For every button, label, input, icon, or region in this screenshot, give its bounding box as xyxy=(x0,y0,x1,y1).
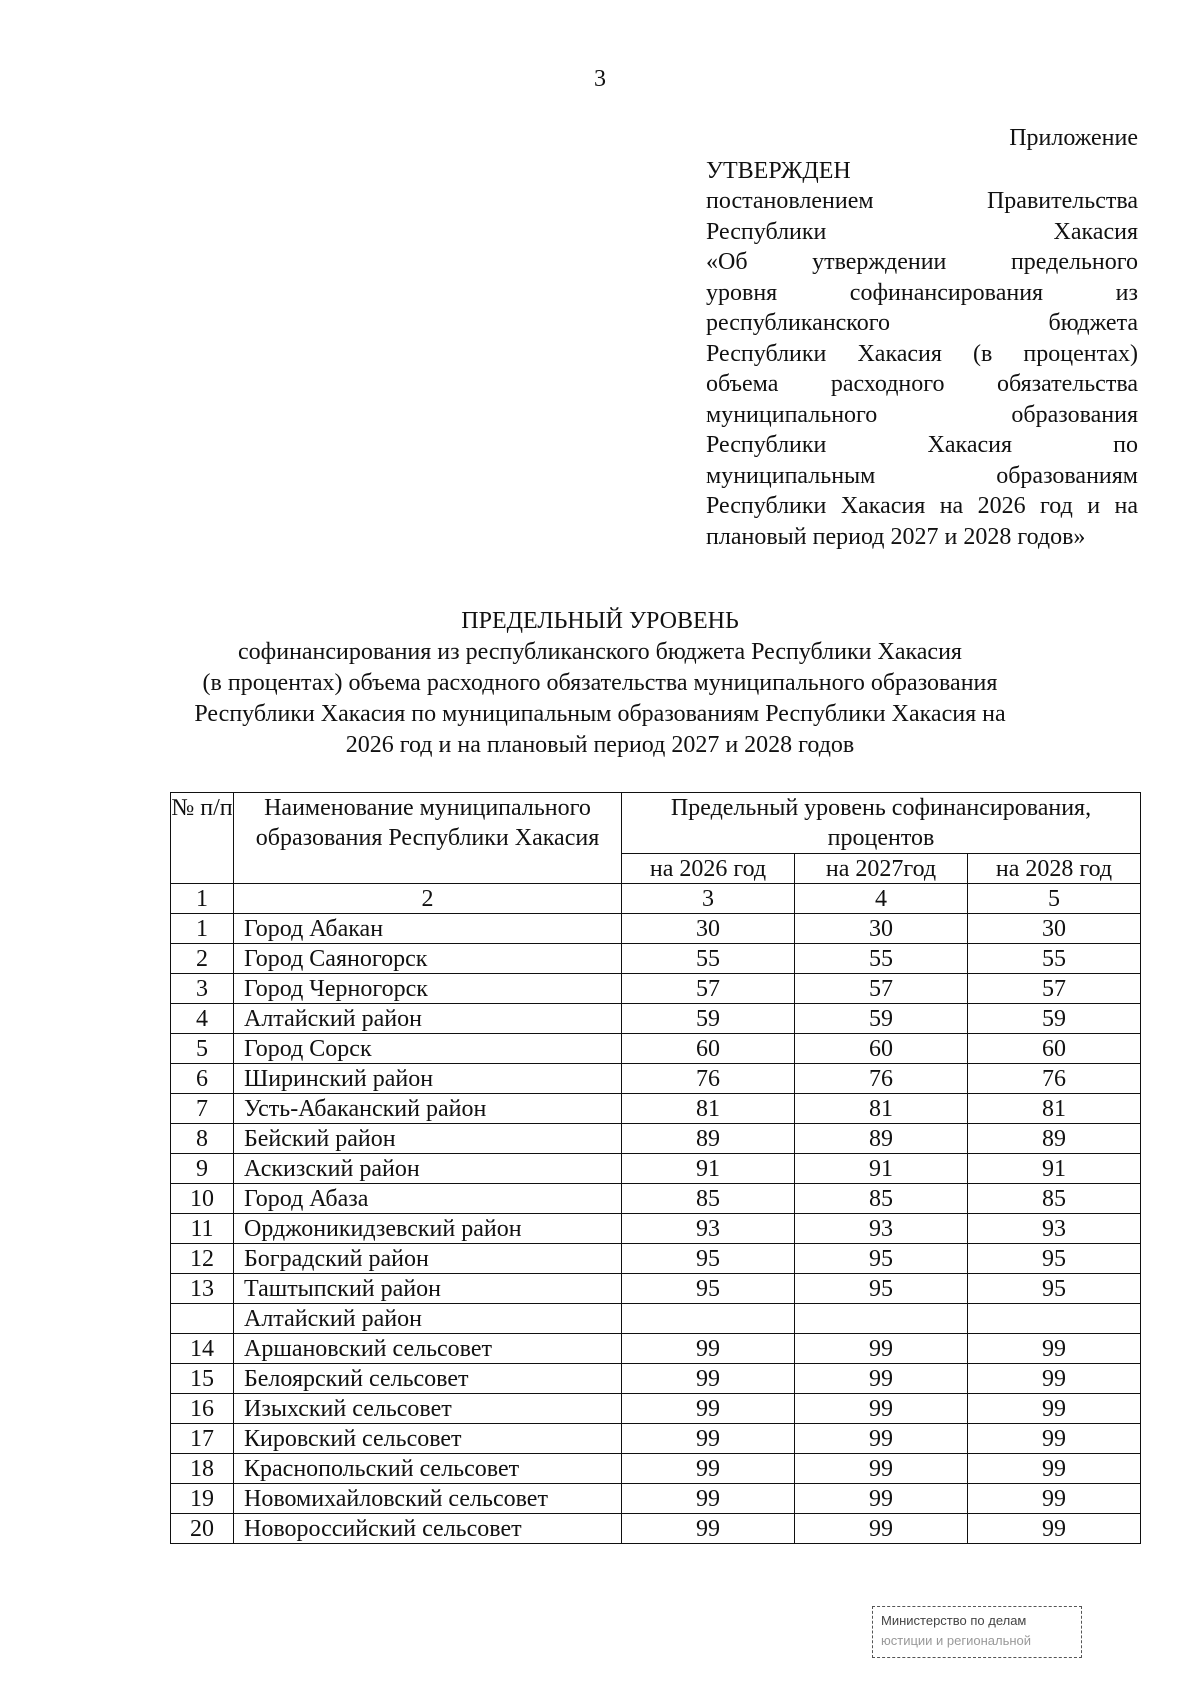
table-row xyxy=(171,944,1141,974)
value-2028: 99 xyxy=(968,1484,1141,1514)
row-number: 10 xyxy=(171,1184,234,1214)
row-number: 2 xyxy=(171,944,234,974)
heading-line: (в процентах) объема расходного обязательства муниципального образования xyxy=(202,670,998,696)
approval-line: муниципальным образованиям xyxy=(706,462,1138,489)
table-row xyxy=(171,1004,1141,1034)
value-2026: 93 xyxy=(622,1214,795,1244)
value-2027: 95 xyxy=(795,1244,968,1274)
value-2026: 55 xyxy=(622,944,795,974)
municipality-name: Алтайский район xyxy=(234,1304,622,1334)
approval-line: муниципального образования xyxy=(706,401,1138,428)
approved-label: УТВЕРЖДЕН xyxy=(706,157,851,184)
value-2027: 99 xyxy=(795,1334,968,1364)
cofinancing-table xyxy=(170,792,1141,1544)
value-2026: 99 xyxy=(622,1514,795,1544)
table-row xyxy=(171,1304,1141,1334)
column-number: 4 xyxy=(795,884,968,914)
row-number: 14 xyxy=(171,1334,234,1364)
appendix-label: Приложение xyxy=(1009,125,1138,151)
value-2026: 99 xyxy=(622,1424,795,1454)
table-body xyxy=(171,914,1141,1544)
approval-line: Республики Хакасия по xyxy=(706,432,1138,458)
value-2027: 99 xyxy=(795,1394,968,1424)
table-row xyxy=(171,1454,1141,1484)
value-2027 xyxy=(795,1304,968,1334)
approval-text xyxy=(706,186,1138,552)
municipality-name: Усть-Абаканский район xyxy=(234,1094,622,1124)
table-row xyxy=(171,1094,1141,1124)
header-name: Наименование муниципального образования Республики Хакасия xyxy=(234,793,622,884)
value-2028: 30 xyxy=(968,914,1141,944)
approval-line: Республики Хакасия на 2026 год и на xyxy=(706,493,1138,519)
municipality-name: Краснопольский сельсовет xyxy=(234,1454,622,1484)
value-2028: 93 xyxy=(968,1214,1141,1244)
table-row xyxy=(171,974,1141,1004)
municipality-name: Изыхский сельсовет xyxy=(234,1394,622,1424)
approval-line: республиканского бюджета xyxy=(706,310,1138,336)
approval-line: постановлением Правительства xyxy=(706,188,1138,214)
value-2026: 95 xyxy=(622,1244,795,1274)
approval-line: плановый период 2027 и 2028 годов» xyxy=(706,523,1086,550)
table-row xyxy=(171,914,1141,944)
row-number xyxy=(171,1304,234,1334)
table-row xyxy=(171,1064,1141,1094)
value-2026: 99 xyxy=(622,1484,795,1514)
row-number: 11 xyxy=(171,1214,234,1244)
value-2027: 57 xyxy=(795,974,968,1004)
value-2028 xyxy=(968,1304,1141,1334)
value-2028: 99 xyxy=(968,1334,1141,1364)
header-year-2028: на 2028 год xyxy=(968,854,1141,884)
value-2028: 95 xyxy=(968,1274,1141,1304)
value-2028: 99 xyxy=(968,1394,1141,1424)
row-number: 16 xyxy=(171,1394,234,1424)
value-2027: 93 xyxy=(795,1214,968,1244)
municipality-name: Город Черногорск xyxy=(234,974,622,1004)
row-number: 7 xyxy=(171,1094,234,1124)
table-row xyxy=(171,1514,1141,1544)
value-2027: 85 xyxy=(795,1184,968,1214)
value-2026: 57 xyxy=(622,974,795,1004)
municipality-name: Аскизский район xyxy=(234,1154,622,1184)
table-row xyxy=(171,1214,1141,1244)
value-2027: 91 xyxy=(795,1154,968,1184)
value-2026: 95 xyxy=(622,1274,795,1304)
value-2027: 59 xyxy=(795,1004,968,1034)
row-number: 8 xyxy=(171,1124,234,1154)
row-number: 15 xyxy=(171,1364,234,1394)
value-2027: 60 xyxy=(795,1034,968,1064)
value-2026: 91 xyxy=(622,1154,795,1184)
value-2027: 99 xyxy=(795,1514,968,1544)
value-2027: 99 xyxy=(795,1454,968,1484)
header-num: № п/п xyxy=(171,793,234,884)
heading-line: Республики Хакасия по муниципальным образованиям Республики Хакасия на xyxy=(194,701,1006,727)
approval-line: уровня софинансирования из xyxy=(706,279,1138,306)
column-number: 2 xyxy=(234,884,622,914)
value-2027: 76 xyxy=(795,1064,968,1094)
row-number: 17 xyxy=(171,1424,234,1454)
value-2026: 85 xyxy=(622,1184,795,1214)
value-2027: 81 xyxy=(795,1094,968,1124)
header-level: Предельный уровень софинансирования, процентов xyxy=(622,793,1141,854)
approval-line: Республики Хакасия (в процентах) xyxy=(706,340,1138,367)
value-2027: 99 xyxy=(795,1364,968,1394)
value-2026: 60 xyxy=(622,1034,795,1064)
table-row xyxy=(171,1274,1141,1304)
value-2028: 55 xyxy=(968,944,1141,974)
value-2028: 60 xyxy=(968,1034,1141,1064)
municipality-name: Город Сорск xyxy=(234,1034,622,1064)
row-number: 20 xyxy=(171,1514,234,1544)
stamp-line: Министерство по делам xyxy=(881,1613,1027,1628)
row-number: 5 xyxy=(171,1034,234,1064)
municipality-name: Бейский район xyxy=(234,1124,622,1154)
row-number: 13 xyxy=(171,1274,234,1304)
ministry-stamp xyxy=(872,1606,1082,1658)
row-number: 12 xyxy=(171,1244,234,1274)
value-2027: 55 xyxy=(795,944,968,974)
value-2027: 30 xyxy=(795,914,968,944)
column-number: 1 xyxy=(171,884,234,914)
approval-line: Республики Хакасия xyxy=(706,218,1138,245)
approval-line: объема расходного обязательства xyxy=(706,371,1138,397)
heading-line: софинансирования из республиканского бюджета Республики Хакасия xyxy=(238,639,962,665)
municipality-name: Город Абаза xyxy=(234,1184,622,1214)
municipality-name: Новороссийский сельсовет xyxy=(234,1514,622,1544)
heading-title: ПРЕДЕЛЬНЫЙ УРОВЕНЬ xyxy=(461,608,739,634)
value-2028: 99 xyxy=(968,1424,1141,1454)
row-number: 4 xyxy=(171,1004,234,1034)
row-number: 18 xyxy=(171,1454,234,1484)
table-row xyxy=(171,1124,1141,1154)
value-2026: 99 xyxy=(622,1334,795,1364)
row-number: 6 xyxy=(171,1064,234,1094)
value-2028: 91 xyxy=(968,1154,1141,1184)
table-row xyxy=(171,1394,1141,1424)
value-2027: 99 xyxy=(795,1424,968,1454)
municipality-name: Алтайский район xyxy=(234,1004,622,1034)
table-row xyxy=(171,1244,1141,1274)
approval-line: «Об утверждении предельного xyxy=(706,249,1138,275)
municipality-name: Новомихайловский сельсовет xyxy=(234,1484,622,1514)
header-year-2027: на 2027год xyxy=(795,854,968,884)
municipality-name: Ширинский район xyxy=(234,1064,622,1094)
value-2028: 76 xyxy=(968,1064,1141,1094)
row-number: 19 xyxy=(171,1484,234,1514)
row-number: 1 xyxy=(171,914,234,944)
municipality-name: Кировский сельсовет xyxy=(234,1424,622,1454)
column-number: 3 xyxy=(622,884,795,914)
value-2028: 59 xyxy=(968,1004,1141,1034)
table-row xyxy=(171,1154,1141,1184)
municipality-name: Таштыпский район xyxy=(234,1274,622,1304)
value-2027: 99 xyxy=(795,1484,968,1514)
value-2026: 59 xyxy=(622,1004,795,1034)
value-2028: 57 xyxy=(968,974,1141,1004)
value-2028: 95 xyxy=(968,1244,1141,1274)
value-2026 xyxy=(622,1304,795,1334)
value-2026: 81 xyxy=(622,1094,795,1124)
value-2026: 99 xyxy=(622,1454,795,1484)
value-2028: 89 xyxy=(968,1124,1141,1154)
heading-line: 2026 год и на плановый период 2027 и 2028 годов xyxy=(345,732,855,758)
row-number: 3 xyxy=(171,974,234,1004)
value-2026: 76 xyxy=(622,1064,795,1094)
value-2026: 99 xyxy=(622,1364,795,1394)
row-number: 9 xyxy=(171,1154,234,1184)
value-2026: 30 xyxy=(622,914,795,944)
value-2026: 99 xyxy=(622,1394,795,1424)
table-row xyxy=(171,1334,1141,1364)
value-2027: 89 xyxy=(795,1124,968,1154)
value-2026: 89 xyxy=(622,1124,795,1154)
table-row xyxy=(171,1424,1141,1454)
stamp-line: юстиции и региональной xyxy=(881,1633,1032,1648)
header-year-2026: на 2026 год xyxy=(622,854,795,884)
municipality-name: Город Саяногорск xyxy=(234,944,622,974)
table-row xyxy=(171,1034,1141,1064)
table-row xyxy=(171,1184,1141,1214)
municipality-name: Белоярский сельсовет xyxy=(234,1364,622,1394)
appendix-block xyxy=(706,123,1138,552)
value-2028: 81 xyxy=(968,1094,1141,1124)
page-number: 3 xyxy=(594,66,606,92)
document-heading xyxy=(0,606,1200,761)
column-number: 5 xyxy=(968,884,1141,914)
table-row xyxy=(171,1364,1141,1394)
municipality-name: Город Абакан xyxy=(234,914,622,944)
value-2027: 95 xyxy=(795,1274,968,1304)
value-2028: 99 xyxy=(968,1514,1141,1544)
municipality-name: Аршановский сельсовет xyxy=(234,1334,622,1364)
table-row xyxy=(171,1484,1141,1514)
municipality-name: Боградский район xyxy=(234,1244,622,1274)
value-2028: 99 xyxy=(968,1454,1141,1484)
value-2028: 85 xyxy=(968,1184,1141,1214)
value-2028: 99 xyxy=(968,1364,1141,1394)
municipality-name: Орджоникидзевский район xyxy=(234,1214,622,1244)
